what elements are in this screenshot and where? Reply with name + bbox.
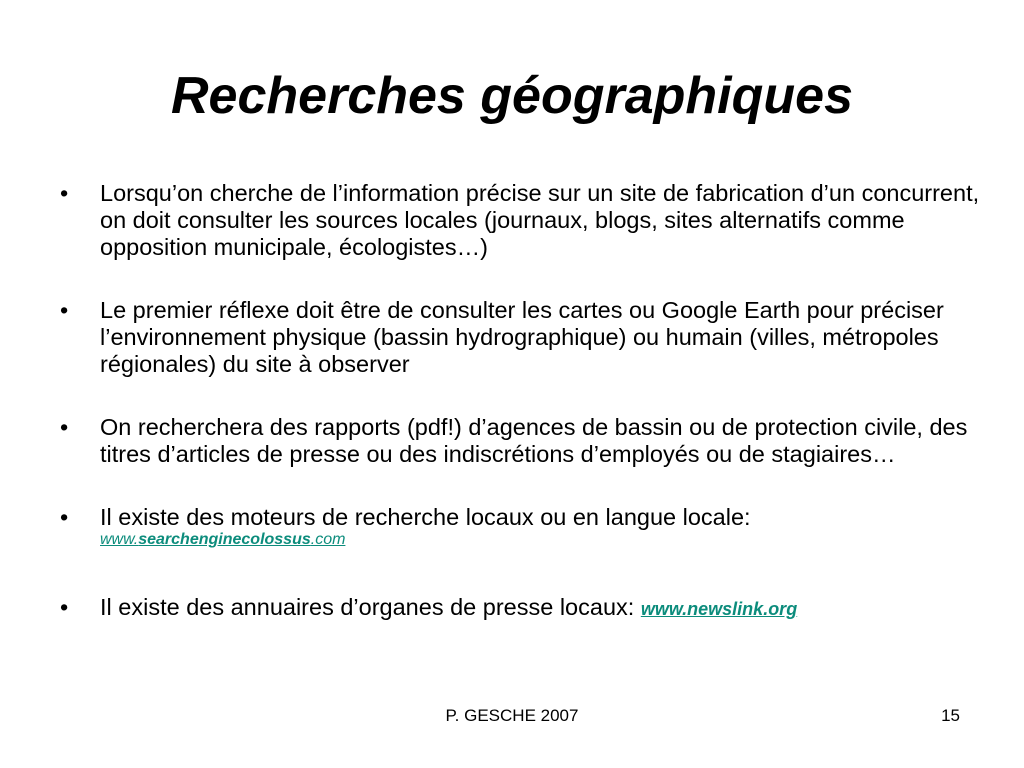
bullet-text: Le premier réflexe doit être de consulter les cartes ou Google Earth pour préciser l’environnement physique (bassin hydrographique) ou humain (villes, métropoles régionales) du site à observer	[100, 297, 944, 377]
bullet-dot-icon: •	[60, 414, 69, 440]
bullet-text: Lorsqu’on cherche de l’information précise sur un site de fabrication d’un concurrent, on doit consulter les sources locales (journaux, blogs, sites alternatifs comme opposition municipale, écologistes…)	[100, 180, 980, 260]
searchenginecolossus-link[interactable]	[100, 531, 345, 549]
bullet-dot-icon: •	[60, 594, 69, 620]
newslink-link[interactable]: www.newslink.org	[640, 599, 798, 619]
link-suffix: .com	[310, 531, 346, 548]
slide-title: Recherches géographiques	[171, 67, 853, 125]
bullet-text: On recherchera des rapports (pdf!) d’agences de bassin ou de protection civile, des titres d’articles de presse ou des indiscrétions d’employés ou de stagiaires…	[100, 414, 968, 467]
bullet-text: Il existe des moteurs de recherche locaux ou en langue locale:	[100, 504, 751, 530]
bullet-item	[60, 297, 980, 378]
link-prefix: www.	[100, 531, 139, 548]
bullet-dot-icon: •	[60, 297, 69, 323]
bullet-item	[60, 594, 980, 623]
bullet-dot-icon: •	[60, 180, 69, 206]
link-main: searchenginecolossus	[138, 531, 311, 548]
bullet-dot-icon: •	[60, 504, 69, 530]
footer-author: P. GESCHE 2007	[445, 706, 579, 725]
bullet-item	[60, 504, 980, 558]
page-number: 15	[941, 706, 960, 725]
bullet-list	[60, 180, 980, 659]
bullet-item	[60, 180, 980, 261]
bullet-text: Il existe des annuaires d’organes de presse locaux:	[100, 594, 635, 620]
bullet-item	[60, 414, 980, 468]
